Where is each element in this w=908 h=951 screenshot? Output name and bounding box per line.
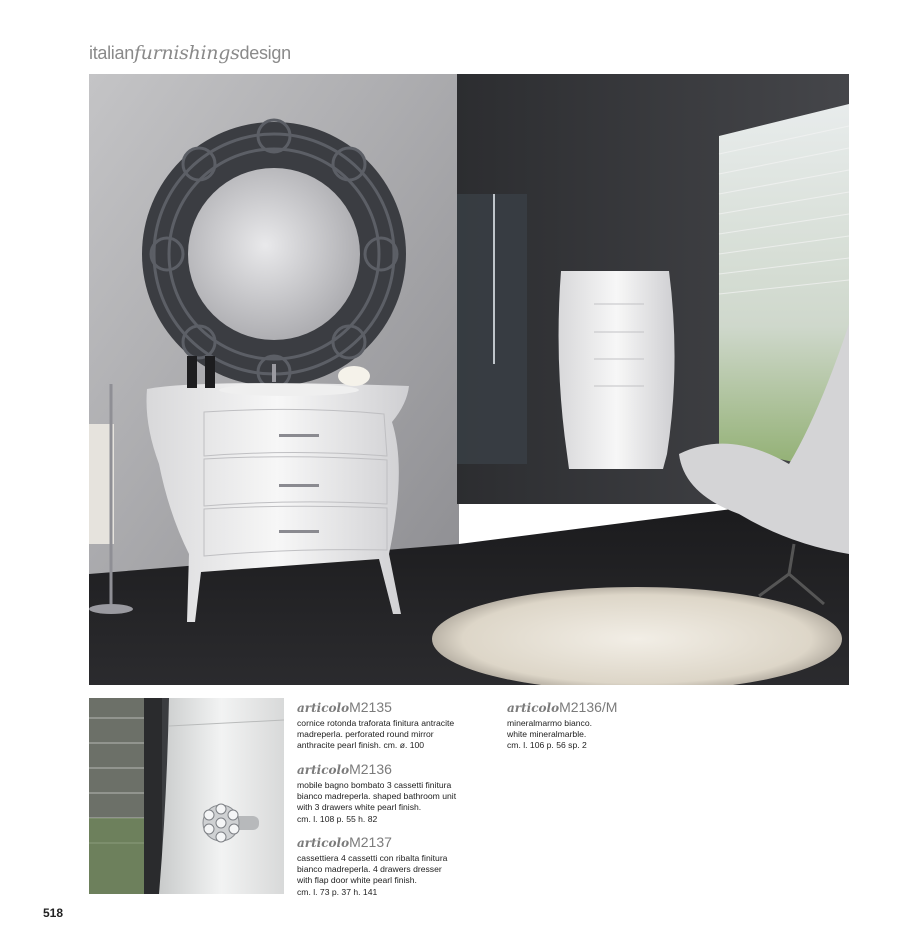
article-line: cm. l. 108 p. 55 h. 82: [297, 813, 378, 824]
article-m2136-m: [507, 699, 617, 752]
article-code: M2137: [349, 834, 392, 850]
article-line: cm. l. 106 p. 56 sp. 2: [507, 740, 587, 751]
article-prefix: articolo: [507, 701, 560, 715]
article-line: with flap door white pearl finish.: [297, 875, 417, 886]
article-prefix: articolo: [297, 701, 350, 715]
article-line: cm. l. 73 p. 37 h. 141: [297, 886, 378, 897]
article-line: madreperla. perforated round mirror: [297, 729, 434, 740]
article-line: bianco madreperla. 4 drawers dresser: [297, 864, 442, 875]
article-line: anthracite pearl finish. cm. ø. 100: [297, 740, 425, 751]
article-line: mineralmarmo bianco.: [507, 718, 593, 728]
header-part-2: furnishings: [133, 42, 240, 64]
article-line: cassettiera 4 cassetti con ribalta finitura: [297, 853, 448, 863]
page-header: [89, 42, 291, 64]
article-prefix: articolo: [297, 763, 350, 777]
article-code: M2136: [349, 761, 392, 777]
article-code: M2136/M: [559, 699, 618, 715]
page-number: 518: [43, 906, 64, 920]
header-part-3: design: [239, 43, 291, 63]
article-line: mobile bagno bombato 3 cassetti finitura: [297, 780, 452, 790]
bathroom-photo: [89, 74, 849, 685]
article-line: with 3 drawers white pearl finish.: [297, 802, 422, 813]
drawer-knob-detail-photo: [89, 698, 284, 894]
article-prefix: articolo: [297, 836, 350, 850]
article-line: white mineralmarble.: [507, 729, 587, 740]
header-part-1: italian: [89, 43, 134, 63]
article-m2137: [297, 834, 447, 898]
article-code: M2135: [349, 699, 392, 715]
article-m2136: [297, 761, 456, 825]
article-m2135: [297, 699, 454, 752]
article-line: bianco madreperla. shaped bathroom unit: [297, 791, 457, 802]
article-line: cornice rotonda traforata finitura antracite: [297, 718, 455, 728]
